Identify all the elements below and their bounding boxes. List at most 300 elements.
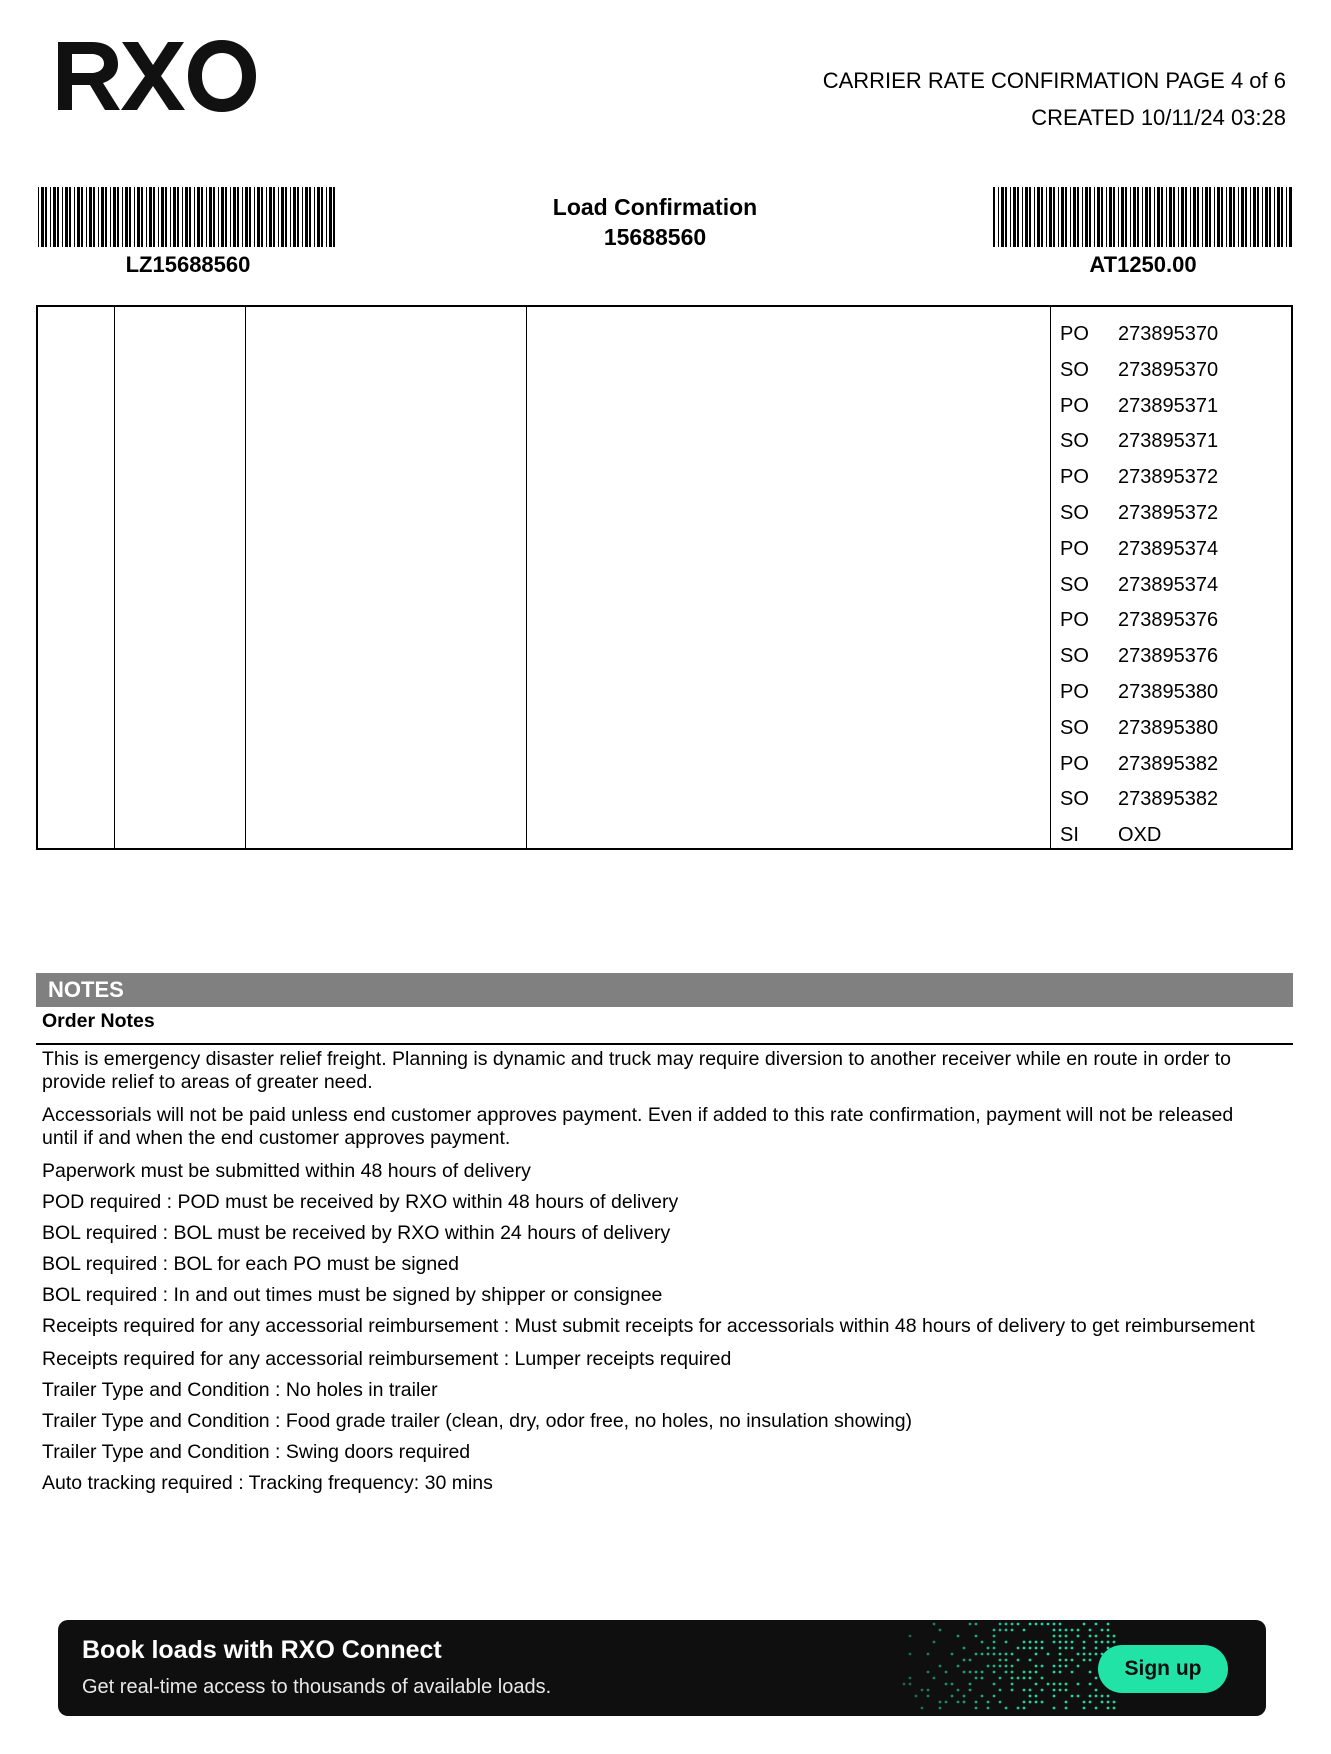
barcode-bar [74, 187, 75, 247]
decorative-dot [969, 1659, 972, 1662]
barcode-bar [281, 187, 284, 247]
barcode-bar [1137, 187, 1139, 247]
barcode-bar [38, 187, 39, 247]
barcode-bar [285, 187, 287, 247]
barcode-bar [1034, 187, 1035, 247]
decorative-dot [1089, 1653, 1092, 1656]
decorative-dot [993, 1683, 996, 1686]
decorative-dot [1101, 1641, 1104, 1644]
decorative-dot [1029, 1677, 1032, 1680]
decorative-dot [1023, 1629, 1026, 1632]
barcode-bar [197, 187, 200, 247]
barcode-bar [1161, 187, 1163, 247]
reference-type: PO [1060, 466, 1089, 489]
decorative-dot [1035, 1647, 1038, 1650]
barcode-bar [233, 187, 236, 247]
decorative-dot [951, 1695, 954, 1698]
barcode-bar [1269, 187, 1271, 247]
barcode-bar [1185, 187, 1187, 247]
barcode-bar [1022, 187, 1023, 247]
barcode-bar [125, 187, 128, 247]
decorative-dot [927, 1671, 930, 1674]
note-item: BOL required : BOL must be received by RXO within 24 hours of delivery [42, 1222, 671, 1244]
barcode-bar [1005, 187, 1007, 247]
reference-value: 273895371 [1118, 430, 1219, 453]
decorative-dot [1011, 1677, 1014, 1680]
reference-row [1051, 353, 1291, 389]
decorative-dot [939, 1701, 942, 1704]
decorative-dot [1107, 1695, 1110, 1698]
decorative-dot [1113, 1635, 1116, 1638]
decorative-dot [993, 1671, 996, 1674]
banner-title: Book loads with RXO Connect [82, 1636, 442, 1664]
barcode-bar [1010, 187, 1011, 247]
note-item: Trailer Type and Condition : Swing doors required [42, 1441, 471, 1463]
barcode-bar [1142, 187, 1143, 247]
decorative-dot [1101, 1629, 1104, 1632]
decorative-dot [1065, 1629, 1068, 1632]
decorative-dot [993, 1653, 996, 1656]
rxo-logo-mark [56, 40, 256, 112]
barcode-bar [1001, 187, 1004, 247]
barcode-bar [1113, 187, 1115, 247]
barcode-left-label: LZ15688560 [125, 252, 251, 277]
reference-value: OXD [1118, 824, 1162, 847]
decorative-dot [999, 1659, 1002, 1662]
decorative-dot [1041, 1641, 1044, 1644]
reference-row [1051, 424, 1291, 460]
load-title-text: Load Confirmation [552, 194, 758, 220]
reference-value: 273895372 [1118, 466, 1219, 489]
load-title [460, 192, 850, 252]
reference-type: PO [1060, 323, 1089, 345]
decorative-dot [987, 1665, 990, 1668]
barcode-bar [1097, 187, 1100, 247]
note-item: Trailer Type and Condition : No holes in trailer [42, 1379, 438, 1401]
decorative-dot [1071, 1695, 1074, 1698]
reference-row [1051, 532, 1291, 568]
decorative-dot [1053, 1689, 1056, 1692]
barcode-bar [149, 187, 152, 247]
decorative-dot [1011, 1629, 1014, 1632]
decorative-dot [933, 1641, 936, 1644]
decorative-dot [1047, 1623, 1050, 1626]
decorative-dot [1065, 1647, 1068, 1650]
decorative-dot [1113, 1641, 1116, 1644]
decorative-dot [1035, 1623, 1038, 1626]
decorative-dot [1077, 1635, 1080, 1638]
barcode-bar [213, 187, 215, 247]
barcode-bar [1101, 187, 1103, 247]
decorative-dot [1005, 1623, 1008, 1626]
rxo-connect-banner[interactable] [58, 1620, 1266, 1716]
barcode-bar [1277, 187, 1280, 247]
reference-value: 273895382 [1118, 752, 1219, 775]
decorative-dot [987, 1647, 990, 1650]
decorative-dot [1071, 1671, 1074, 1674]
note-item: POD required : POD must be received by RXO within 48 hours of delivery [42, 1191, 679, 1213]
decorative-dot [999, 1677, 1002, 1680]
barcode-bar [129, 187, 131, 247]
decorative-dot [939, 1665, 942, 1668]
barcode-bar [1274, 187, 1275, 247]
barcode-bar [326, 187, 327, 247]
decorative-dot [1005, 1671, 1008, 1674]
decorative-dot [1023, 1707, 1026, 1710]
decorative-dot [951, 1683, 954, 1686]
decorative-dot [957, 1635, 960, 1638]
decorative-dot [1053, 1635, 1056, 1638]
decorative-dot [1065, 1701, 1068, 1704]
decorative-dot [1035, 1701, 1038, 1704]
created-timestamp: CREATED 10/11/24 03:28 [1031, 105, 1286, 130]
decorative-dot [1077, 1665, 1080, 1668]
decorative-dot [1077, 1695, 1080, 1698]
decorative-dot [1029, 1701, 1032, 1704]
decorative-dot [909, 1653, 912, 1656]
reference-row [1051, 818, 1291, 854]
barcode-bar [1070, 187, 1071, 247]
barcode-bar [1025, 187, 1028, 247]
barcode-bar [302, 187, 303, 247]
load-number: 15688560 [603, 224, 707, 250]
document-header [823, 62, 1286, 136]
barcode-bar [993, 187, 995, 247]
barcode-bar [1046, 187, 1047, 247]
barcode-bar [1049, 187, 1052, 247]
barcode-bar [189, 187, 191, 247]
decorative-dot [1089, 1659, 1092, 1662]
decorative-dot [963, 1659, 966, 1662]
decorative-dot [963, 1695, 966, 1698]
note-item: BOL required : In and out times must be signed by shipper or consignee [42, 1284, 663, 1306]
barcode-bar [1253, 187, 1256, 247]
decorative-dot [1077, 1683, 1080, 1686]
barcode-bar [245, 187, 248, 247]
decorative-dot [1053, 1641, 1056, 1644]
decorative-dot [939, 1707, 942, 1710]
barcode-bar [225, 187, 227, 247]
reference-row [1051, 568, 1291, 604]
reference-row [1051, 639, 1291, 675]
decorative-dot [1071, 1641, 1074, 1644]
decorative-dot [1083, 1623, 1086, 1626]
decorative-dot [1095, 1623, 1098, 1626]
decorative-dot [1041, 1689, 1044, 1692]
decorative-dot [1065, 1665, 1068, 1668]
reference-row [1051, 460, 1291, 496]
decorative-dot [1083, 1641, 1086, 1644]
decorative-dot [1101, 1695, 1104, 1698]
decorative-dot [993, 1629, 996, 1632]
reference-row [1051, 711, 1291, 747]
dot-pattern-decoration [888, 1620, 1118, 1716]
barcode-bar [1094, 187, 1095, 247]
barcode-bar [57, 187, 59, 247]
barcode-bar [1073, 187, 1076, 247]
decorative-dot [1029, 1689, 1032, 1692]
decorative-dot [1005, 1707, 1008, 1710]
reference-type: SO [1060, 788, 1089, 811]
note-item: Receipts required for any accessorial reimbursement : Lumper receipts required [42, 1348, 732, 1370]
decorative-dot [981, 1677, 984, 1680]
decorative-dot [999, 1665, 1002, 1668]
barcode-bar [1181, 187, 1184, 247]
barcode-bar [194, 187, 195, 247]
reference-numbers-column [1051, 307, 1291, 858]
decorative-dot [1095, 1641, 1098, 1644]
reference-type: SI [1060, 824, 1079, 847]
barcode-bar [321, 187, 323, 247]
barcode-bar [89, 187, 92, 247]
barcode-bar [242, 187, 243, 247]
reference-value: 273895376 [1118, 609, 1219, 632]
barcode-bar [221, 187, 224, 247]
decorative-dot [1005, 1659, 1008, 1662]
decorative-dot [1029, 1659, 1032, 1662]
barcode-bar [105, 187, 107, 247]
decorative-dot [993, 1647, 996, 1650]
decorative-dot [975, 1671, 978, 1674]
barcode-bar [1197, 187, 1199, 247]
decorative-dot [1017, 1659, 1020, 1662]
decorative-dot [1029, 1695, 1032, 1698]
note-item: Accessorials will not be paid unless end customer approves payment. Even if added to this rate confirmation, payment will not be released until if and when the end customer approves payment. [42, 1104, 1234, 1149]
decorative-dot [1065, 1707, 1068, 1710]
decorative-dot [1035, 1653, 1038, 1656]
decorative-dot [987, 1701, 990, 1704]
barcode-bar [1013, 187, 1016, 247]
barcode-bar [297, 187, 299, 247]
decorative-dot [1107, 1701, 1110, 1704]
decorative-dot [1089, 1629, 1092, 1632]
barcode-bar [1133, 187, 1136, 247]
decorative-dot [1041, 1665, 1044, 1668]
reference-type: PO [1060, 680, 1089, 703]
decorative-dot [945, 1701, 948, 1704]
decorative-dot [1035, 1683, 1038, 1686]
decorative-dot [1095, 1707, 1098, 1710]
decorative-dot [1035, 1665, 1038, 1668]
decorative-dot [927, 1689, 930, 1692]
decorative-dot [1089, 1683, 1092, 1686]
barcode-bar [146, 187, 147, 247]
decorative-dot [1089, 1635, 1092, 1638]
decorative-dot [957, 1665, 960, 1668]
decorative-dot [1005, 1653, 1008, 1656]
barcode-bar [1173, 187, 1175, 247]
barcode-bar [254, 187, 255, 247]
decorative-dot [945, 1683, 948, 1686]
decorative-dot [999, 1701, 1002, 1704]
decorative-dot [969, 1623, 972, 1626]
barcode-bar [1217, 187, 1220, 247]
reference-value: 273895376 [1118, 645, 1219, 668]
note-item: Auto tracking required : Tracking frequency: 30 mins [42, 1472, 493, 1494]
decorative-dot [981, 1671, 984, 1674]
decorative-dot [921, 1707, 924, 1710]
barcode-bar [209, 187, 212, 247]
decorative-dot [993, 1635, 996, 1638]
decorative-dot [981, 1695, 984, 1698]
reference-type: SO [1060, 716, 1089, 739]
barcode-bar [1229, 187, 1232, 247]
decorative-dot [1065, 1683, 1068, 1686]
barcode-bar [1017, 187, 1019, 247]
barcode-bar [273, 187, 275, 247]
reference-type: PO [1060, 537, 1089, 560]
barcode-bar [1286, 187, 1287, 247]
barcode-bar [1082, 187, 1083, 247]
decorative-dot [1005, 1665, 1008, 1668]
note-item: Trailer Type and Condition : Food grade trailer (clean, dry, odor free, no holes, no insulation showing) [42, 1410, 913, 1432]
barcode-bar [53, 187, 56, 247]
decorative-dot [1059, 1635, 1062, 1638]
decorative-dot [945, 1671, 948, 1674]
decorative-dot [1113, 1707, 1116, 1710]
barcode-bar [1041, 187, 1043, 247]
decorative-dot [1065, 1659, 1068, 1662]
reference-row [1051, 675, 1291, 711]
barcode-bar [1089, 187, 1091, 247]
barcode-bar [1178, 187, 1179, 247]
barcode-left [38, 187, 338, 247]
decorative-dot [1053, 1683, 1056, 1686]
sign-up-button[interactable]: Sign up [1098, 1645, 1228, 1693]
decorative-dot [1035, 1641, 1038, 1644]
barcode-bar [173, 187, 176, 247]
decorative-dot [975, 1623, 978, 1626]
decorative-dot [981, 1653, 984, 1656]
barcode-bar [218, 187, 219, 247]
barcode-bar [1238, 187, 1239, 247]
decorative-dot [993, 1665, 996, 1668]
table-column-3 [246, 307, 527, 848]
barcode-bar [170, 187, 171, 247]
decorative-dot [1029, 1647, 1032, 1650]
decorative-dot [1107, 1641, 1110, 1644]
decorative-dot [993, 1641, 996, 1644]
barcode-bar [1221, 187, 1223, 247]
barcode-bar [1053, 187, 1055, 247]
decorative-dot [1065, 1641, 1068, 1644]
barcode-bar [1145, 187, 1148, 247]
barcode-bar [153, 187, 155, 247]
decorative-dot [1011, 1689, 1014, 1692]
rxo-logo [56, 40, 256, 117]
decorative-dot [1005, 1641, 1008, 1644]
decorative-dot [1041, 1647, 1044, 1650]
barcode-bar [201, 187, 203, 247]
barcode-bar [1109, 187, 1112, 247]
barcode-bar [1226, 187, 1227, 247]
decorative-dot [927, 1695, 930, 1698]
decorative-dot [1017, 1707, 1020, 1710]
decorative-dot [1095, 1695, 1098, 1698]
decorative-dot [969, 1671, 972, 1674]
reference-value: 273895372 [1118, 501, 1219, 524]
decorative-dot [1089, 1701, 1092, 1704]
decorative-dot [1011, 1683, 1014, 1686]
decorative-dot [1023, 1641, 1026, 1644]
barcode-bar [1289, 187, 1292, 247]
decorative-dot [1065, 1689, 1068, 1692]
barcode-bar [165, 187, 167, 247]
decorative-dot [1101, 1701, 1104, 1704]
decorative-dot [975, 1707, 978, 1710]
decorative-dot [975, 1701, 978, 1704]
decorative-dot [909, 1635, 912, 1638]
barcode-bar [1085, 187, 1088, 247]
decorative-dot [933, 1677, 936, 1680]
barcode-bar [65, 187, 68, 247]
decorative-dot [933, 1623, 936, 1626]
banner-subtitle: Get real-time access to thousands of available loads. [82, 1676, 552, 1698]
barcode-bar [1250, 187, 1251, 247]
decorative-dot [1059, 1653, 1062, 1656]
barcode-bar [62, 187, 63, 247]
decorative-dot [1023, 1647, 1026, 1650]
decorative-dot [1059, 1665, 1062, 1668]
decorative-dot [927, 1653, 930, 1656]
decorative-dot [1059, 1659, 1062, 1662]
barcode-bar [50, 187, 51, 247]
decorative-dot [1059, 1689, 1062, 1692]
barcode-bar [69, 187, 71, 247]
decorative-dot [1095, 1635, 1098, 1638]
reference-type: SO [1060, 501, 1089, 524]
barcode-bar [309, 187, 311, 247]
decorative-dot [1107, 1623, 1110, 1626]
barcode-bar [333, 187, 335, 247]
decorative-dot [1065, 1635, 1068, 1638]
decorative-dot [969, 1689, 972, 1692]
barcode-bar [230, 187, 231, 247]
barcode-bar [329, 187, 332, 247]
reference-type: SO [1060, 358, 1089, 381]
decorative-dot [963, 1671, 966, 1674]
barcode-bar [98, 187, 99, 247]
decorative-dot [1083, 1701, 1086, 1704]
barcode-bar [137, 187, 140, 247]
barcode-bar [41, 187, 44, 247]
decorative-dot [1077, 1653, 1080, 1656]
barcode-bar [1157, 187, 1160, 247]
decorative-dot [1071, 1647, 1074, 1650]
barcode-bar [1125, 187, 1127, 247]
decorative-dot [1113, 1701, 1116, 1704]
barcode-bar [314, 187, 315, 247]
barcode-bar [206, 187, 207, 247]
decorative-dot [1041, 1701, 1044, 1704]
order-notes-heading: Order Notes [42, 1010, 155, 1032]
decorative-dot [1023, 1677, 1026, 1680]
decorative-dot [921, 1689, 924, 1692]
decorative-dot [1041, 1677, 1044, 1680]
barcode-bar [278, 187, 279, 247]
barcode-bar [122, 187, 123, 247]
decorative-dot [1053, 1671, 1056, 1674]
decorative-dot [987, 1653, 990, 1656]
barcode-bar [1190, 187, 1191, 247]
barcode-bar [1262, 187, 1263, 247]
decorative-dot [1095, 1689, 1098, 1692]
decorative-dot [1107, 1707, 1110, 1710]
decorative-dot [1083, 1653, 1086, 1656]
table-column-4 [527, 307, 1051, 848]
barcode-bar [1202, 187, 1203, 247]
decorative-dot [999, 1689, 1002, 1692]
